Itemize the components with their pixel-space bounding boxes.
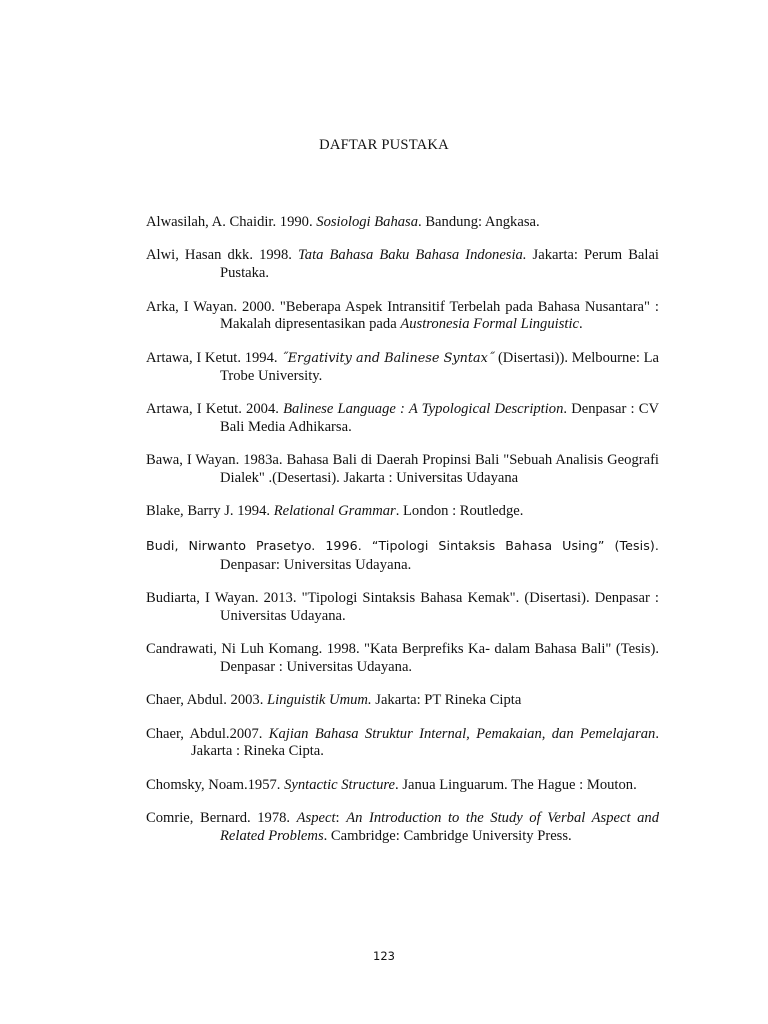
- page-number: 123: [373, 949, 395, 963]
- reference-entry: Blake, Barry J. 1994. Relational Grammar. London : Routledge.: [146, 503, 524, 520]
- reference-list: [146, 214, 659, 861]
- page-title: DAFTAR PUSTAKA: [319, 137, 449, 153]
- reference-entry: Artawa, I Ketut. 2004. Balinese Language : A Typological Description. Denpasar : CV Bali Media Adhikarsa.: [146, 400, 659, 435]
- reference-entry: Bawa, I Wayan. 1983a. Bahasa Bali di Daerah Propinsi Bali "Sebuah Analisis Geografi Dialek" .(Desertasi). Jakarta : Universitas Udayana: [146, 452, 659, 486]
- reference-entry: Candrawati, Ni Luh Komang. 1998. "Kata Berprefiks Ka- dalam Bahasa Bali" (Tesis). Denpasar : Universitas Udayana.: [146, 641, 659, 675]
- reference-entry: Budiarta, I Wayan. 2013. "Tipologi Sintaksis Bahasa Kemak". (Disertasi). Denpasar : Universitas Udayana.: [146, 589, 659, 624]
- reference-entry: Chaer, Abdul. 2003. Linguistik Umum. Jakarta: PT Rineka Cipta: [146, 692, 522, 709]
- reference-entry: Artawa, I Ketut. 1994. ˝Ergativity and Balinese Syntax˝ (Disertasi)). Melbourne: La Trobe University.: [146, 349, 659, 384]
- reference-entry: Arka, I Wayan. 2000. "Beberapa Aspek Intransitif Terbelah pada Bahasa Nusantara" : Makalah dipresentasikan pada Austronesia Formal Linguistic.: [146, 298, 659, 333]
- reference-entry: Alwasilah, A. Chaidir. 1990. Sosiologi Bahasa. Bandung: Angkasa.: [146, 214, 540, 230]
- reference-entry: Alwi, Hasan dkk. 1998. Tata Bahasa Baku Bahasa Indonesia. Jakarta: Perum Balai Pustaka.: [146, 247, 659, 282]
- reference-entry: Chomsky, Noam.1957. Syntactic Structure. Janua Linguarum. The Hague : Mouton.: [146, 776, 637, 793]
- reference-entry: Chaer, Abdul.2007. Kajian Bahasa Struktur Internal, Pemakaian, dan Pemelajaran. Jakarta : Rineka Cipta.: [146, 725, 659, 760]
- reference-entry: Budi, Nirwanto Prasetyo. 1996. “Tipologi Sintaksis Bahasa Using” (Tesis). Denpasar: Universitas Udayana.: [146, 537, 659, 573]
- reference-entry: Comrie, Bernard. 1978. Aspect: An Introduction to the Study of Verbal Aspect and Related Problems. Cambridge: Cambridge University Press.: [146, 810, 660, 845]
